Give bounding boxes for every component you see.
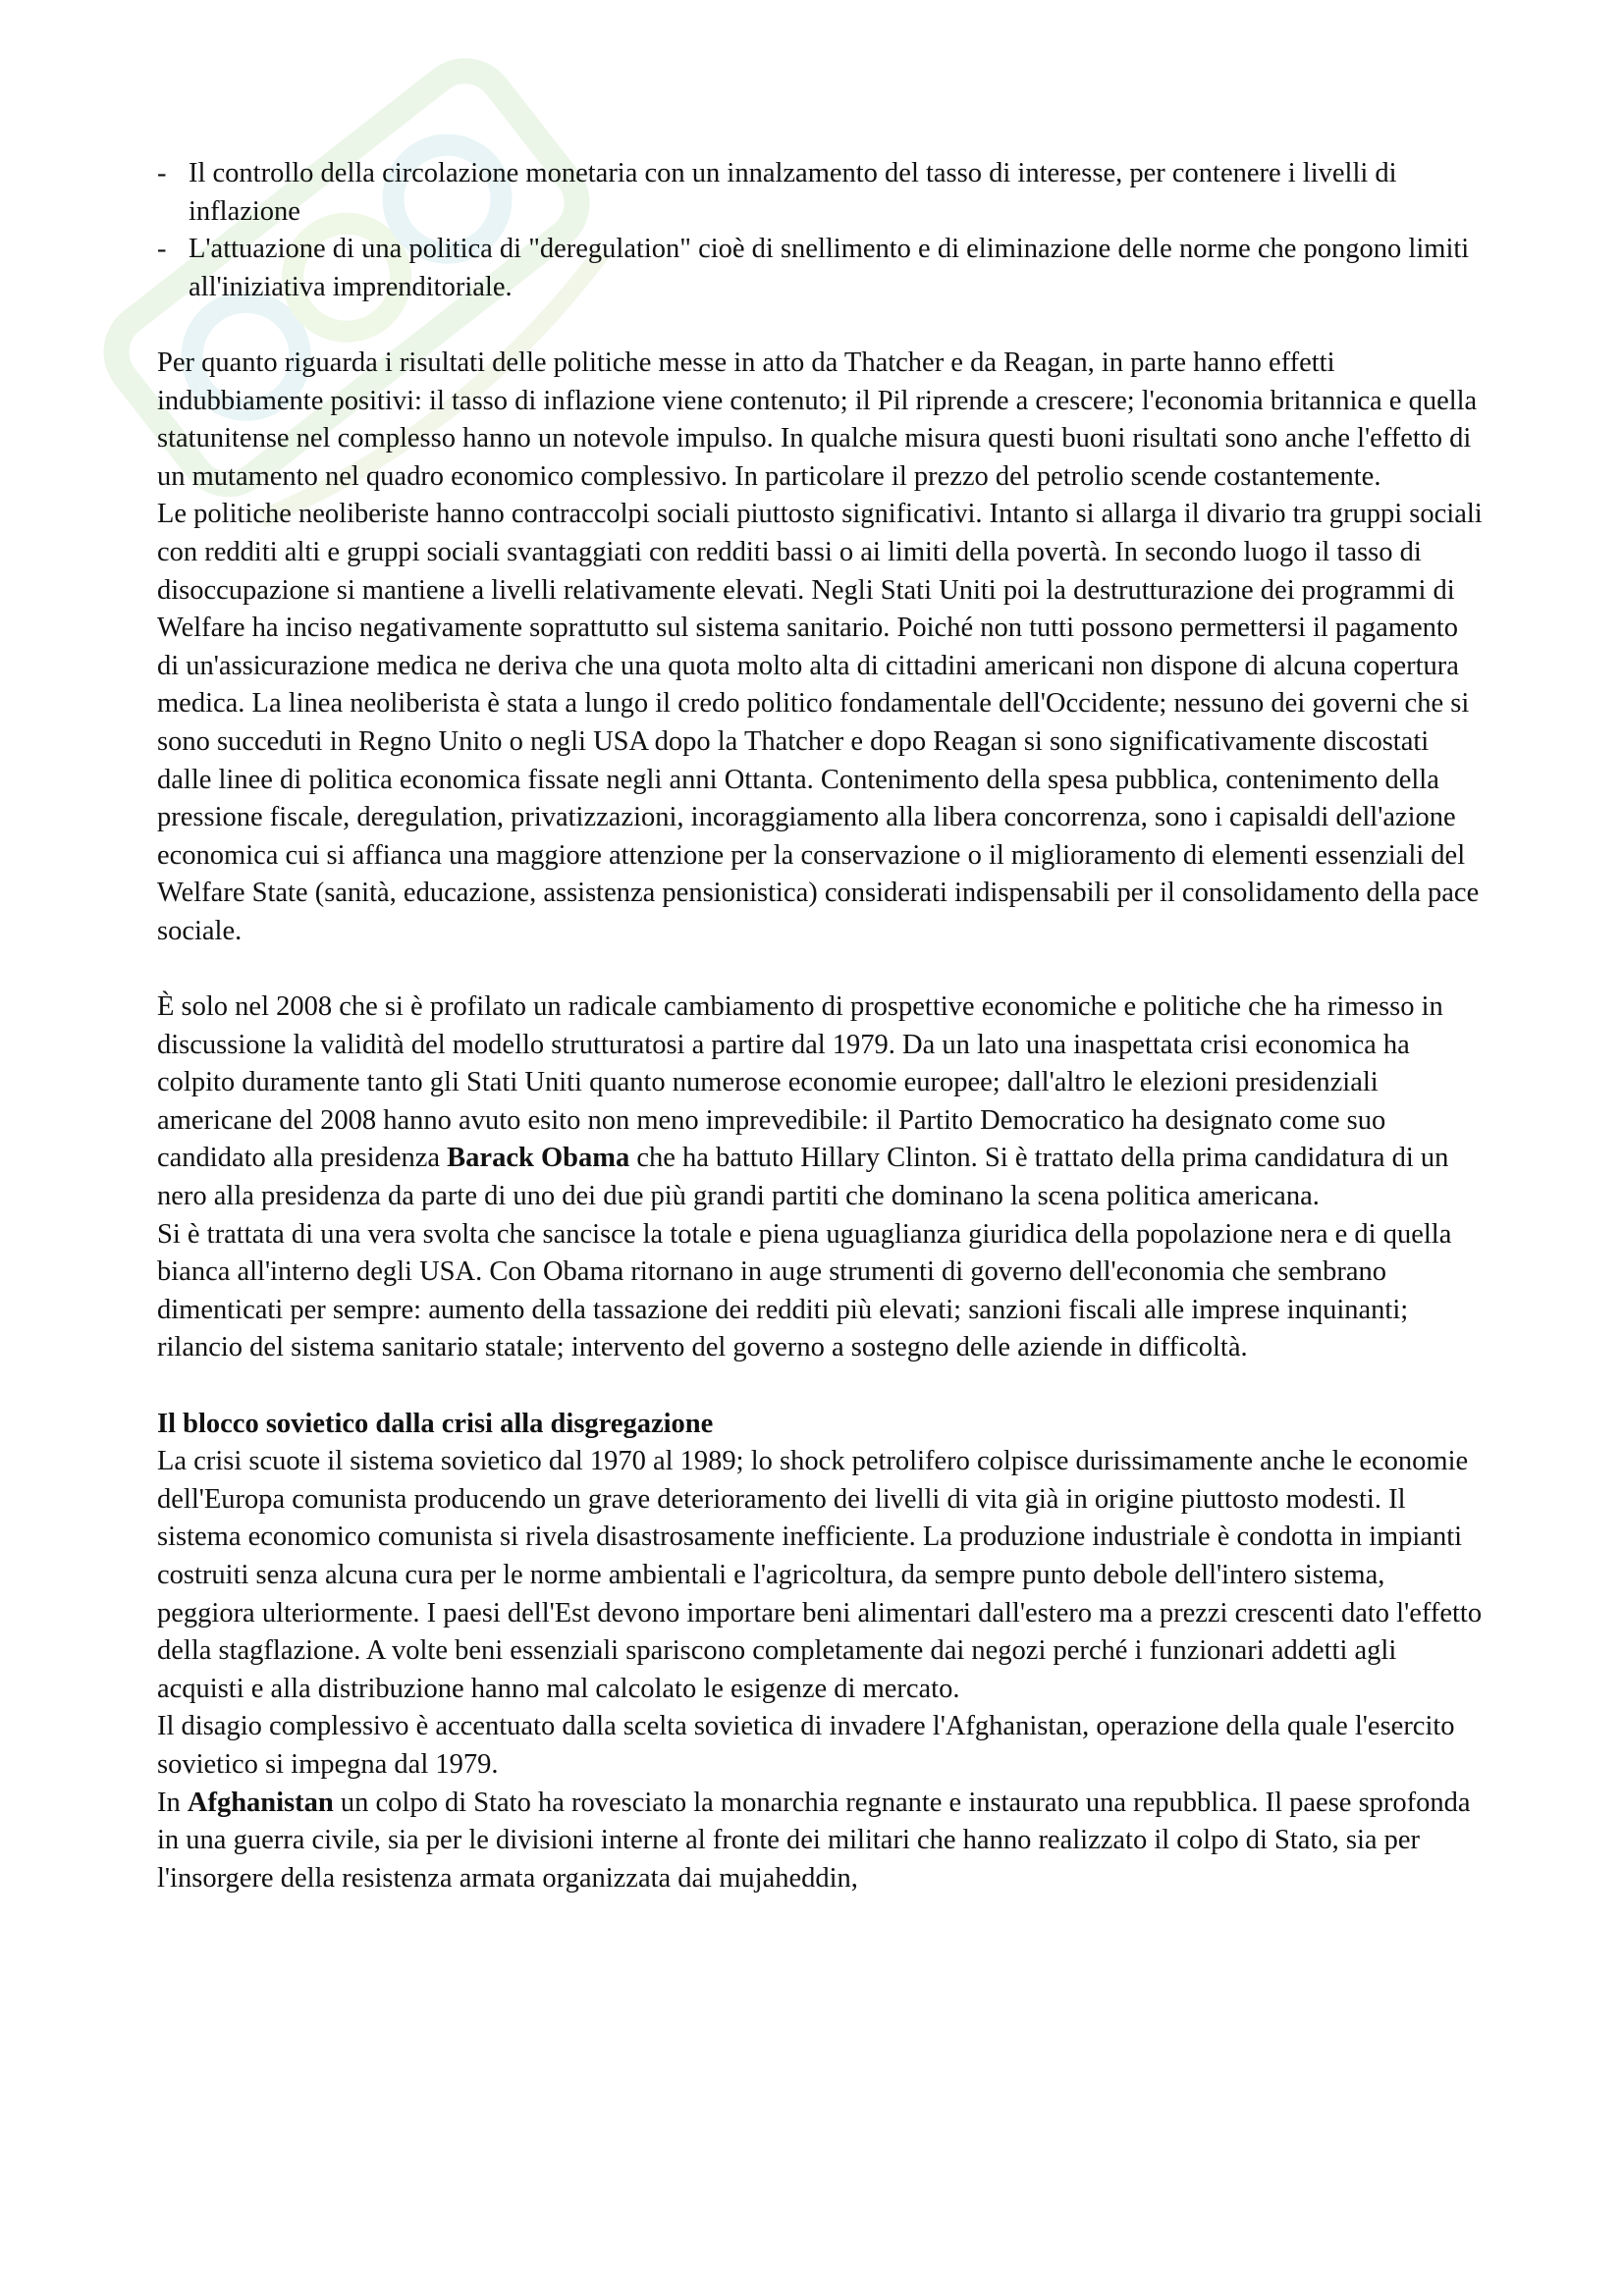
list-item	[157, 155, 1483, 231]
paragraph-text: In	[157, 1787, 188, 1818]
bullet-dash: -	[157, 158, 167, 188]
section-heading: Il blocco sovietico dalla crisi alla disgregazione	[157, 1408, 714, 1439]
bold-name: Afghanistan	[187, 1787, 334, 1818]
paragraph-text: È solo nel 2008 che si è profilato un radicale cambiamento di prospettive economiche e politiche che ha rimesso in discussione la validità del modello strutturatosi a partire dal 1979. Da un lato una inaspettata crisi economica ha colpito duramente tanto gli Stati Uniti quanto numerose economie europee; dall'altro le elezioni presidenziali americane del 2008 hanno avuto esito non meno imprevedibile: il Partito Democratico ha designato come suo candidato alla presidenza	[157, 991, 1443, 1174]
paragraph-afghanistan	[157, 1785, 1483, 1898]
bullet-text: L'attuazione di una politica di "deregulation" cioè di snellimento e di eliminazione delle norme che pongono limiti all'iniziativa imprenditoriale.	[189, 234, 1470, 302]
paragraph-text: che ha battuto Hillary Clinton. Si è trattato della prima candidatura di un nero alla presidenza da parte di uno dei due più grandi partiti che dominano la scena politica americana.	[157, 1143, 1449, 1212]
list-item	[157, 231, 1483, 306]
paragraph-soviet-crisis: La crisi scuote il sistema sovietico dal 1970 al 1989; lo shock petrolifero colpisce durissimamente anche le economie dell'Europa comunista producendo un grave deterioramento dei livelli di vita già in origine piuttosto modesti. Il sistema economico comunista si rivela disastrosamente inefficiente. La produzione industriale è condotta in impianti costruiti senza alcuna cura per le norme ambientali e l'agricoltura, da sempre punto debole dell'intero sistema, peggiora ulteriormente. I paesi dell'Est devono importare beni alimentari dall'estero ma a prezzi crescenti dato l'effetto della stagflazione. A volte beni essenziali spariscono completamente dai negozi perché i funzionari addetti agli acquisti e alla distribuzione hanno mal calcolato le esigenze di mercato.	[157, 1446, 1483, 1704]
paragraph-2008-change	[157, 988, 1483, 1216]
paragraph-text: un colpo di Stato ha rovesciato la monarchia regnante e instaurato una repubblica. Il paese sprofonda in una guerra civile, sia per le divisioni interne al fronte dei militari che hanno realizzato il colpo di Stato, sia per l'insorgere della resistenza armata organizzata dai mujaheddin,	[157, 1787, 1471, 1894]
bullet-dash: -	[157, 234, 167, 265]
bold-name: Barack Obama	[447, 1143, 630, 1174]
paragraph-afghanistan-invasion: Il disagio complessivo è accentuato dalla scelta sovietica di invadere l'Afghanistan, operazione della quale l'esercito sovietico si impegna dal 1979.	[157, 1711, 1455, 1780]
paragraph-social-effects: Le politiche neoliberiste hanno contraccolpi sociali piuttosto significativi. Intanto si allarga il divario tra gruppi sociali con redditi alti e gruppi sociali svantaggiati con redditi bassi o ai limiti della povertà. In secondo luogo il tasso di disoccupazione si mantiene a livelli relativamente elevati. Negli Stati Uniti poi la destrutturazione dei programmi di Welfare ha inciso negativamente soprattutto sul sistema sanitario. Poiché non tutti possono permettersi il pagamento di un'assicurazione medica ne deriva che una quota molto alta di cittadini americani non dispone di alcuna copertura medica. La linea neoliberista è stata a lungo il credo politico fondamentale dell'Occidente; nessuno dei governi che si sono succeduti in Regno Unito o negli USA dopo la Thatcher e dopo Reagan si sono significativamente discostati dalle linee di politica economica fissate negli anni Ottanta. Contenimento della spesa pubblica, contenimento della pressione fiscale, deregulation, privatizzazioni, incoraggiamento alla libera concorrenza, sono i capisaldi dell'azione economica cui si affianca una maggiore attenzione per la conservazione o il miglioramento di elementi essenziali del Welfare State (sanità, educazione, assistenza pensionistica) considerati indispensabili per il consolidamento della pace sociale.	[157, 499, 1483, 946]
document-body	[157, 155, 1483, 1897]
paragraph-obama: Si è trattata di una vera svolta che sancisce la totale e piena uguaglianza giuridica della popolazione nera e di quella bianca all'interno degli USA. Con Obama ritornano in auge strumenti di governo dell'economia che sembrano dimenticati per sempre: aumento della tassazione dei redditi più elevati; sanzioni fiscali alle imprese inquinanti; rilancio del sistema sanitario statale; intervento del governo a sostegno delle aziende in difficoltà.	[157, 1218, 1452, 1363]
bullet-list	[157, 155, 1483, 306]
paragraph-results: Per quanto riguarda i risultati delle politiche messe in atto da Thatcher e da Reagan, in parte hanno effetti indubbiamente positivi: il tasso di inflazione viene contenuto; il Pil riprende a crescere; l'economia britannica e quella statunitense nel complesso hanno un notevole impulso. In qualche misura questi buoni risultati sono anche l'effetto di un mutamento nel quadro economico complessivo. In particolare il prezzo del petrolio scende costantemente.	[157, 347, 1478, 492]
bullet-text: Il controllo della circolazione monetaria con un innalzamento del tasso di interesse, per contenere i livelli di inflazione	[189, 158, 1397, 227]
